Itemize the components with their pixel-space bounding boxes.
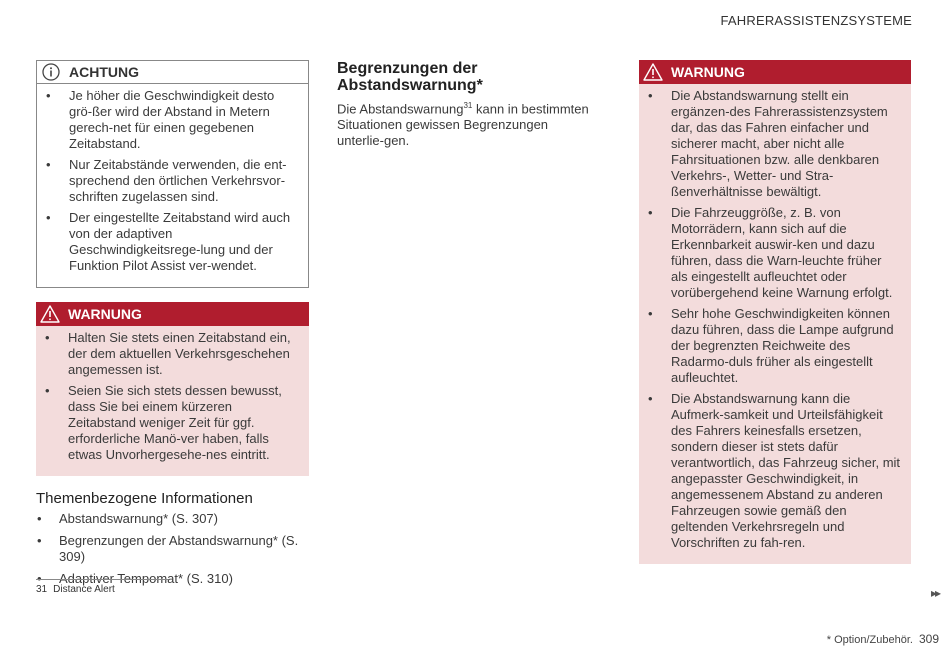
list-item: • Nur Zeitabstände verwenden, die ent-sprechend den örtlichen Verkehrsvor-schriften zugelassen sind. — [37, 157, 298, 205]
warning-heading: WARNUNG — [671, 64, 745, 80]
section-header: FAHRERASSISTENZSYSTEME — [720, 13, 912, 28]
column-middle — [337, 60, 595, 149]
page-number: 309 — [918, 632, 939, 646]
warning-box-1-header — [36, 302, 309, 326]
list-item: • Je höher die Geschwindigkeit desto grö-ßer wird der Abstand in Metern gerech-net für einen gegebenen Zeitabstand. — [37, 88, 298, 152]
warning-triangle-icon — [40, 304, 60, 324]
list-item: • Die Abstandswarnung kann die Aufmerk-samkeit und Urteilsfähigkeit des Fahrers keinesfalls ersetzen, sondern dieser ist stets dafür verantwortlich, das Fahrzeug sicher, mit angepasster Geschwindigkeit, in angemessenem Abstand zu anderen Fahrzeugen sowie gemäß den geltenden Verkehrsregeln und Vorschriften zu fah-ren. — [639, 391, 901, 551]
section-title — [337, 60, 595, 94]
warning-box-1 — [36, 302, 309, 476]
related-info-title: Themenbezogene Informationen — [36, 490, 253, 507]
list-item: • Seien Sie sich stets dessen bewusst, dass Sie bei einem kürzeren Zeitabstand weniger Zeit für ggf. erforderliche Manö-ver haben, falls etwas Unvorhergesehe-nes eintritt. — [36, 383, 299, 463]
caution-box — [36, 60, 309, 288]
warning-box-2-header — [639, 60, 911, 84]
section-body — [337, 98, 595, 149]
double-arrow-right-icon[interactable]: ▸▸ — [930, 586, 939, 600]
related-link[interactable]: • Begrenzungen der Abstandswarnung* (S. 309) — [36, 533, 309, 565]
footnote-text: Distance Alert — [53, 584, 115, 595]
list-item: • Die Fahrzeuggröße, z. B. von Motorrädern, kann sich auf die Erkennbarkeit auswir-ken und dazu führen, dass die Warn-leuchte früher als eingestellt aufleuchtet oder vorübergehend keine Warnung erfolgt. — [639, 205, 901, 301]
footnote-divider — [36, 579, 168, 580]
column-left — [36, 60, 309, 593]
related-link[interactable]: • Adaptiver Tempomat* (S. 310) — [36, 571, 309, 587]
page-footer — [827, 632, 939, 646]
section-title-line1: Begrenzungen der — [337, 60, 478, 77]
caution-box-header — [37, 61, 308, 84]
related-link[interactable]: • Abstandswarnung* (S. 307) — [36, 511, 309, 527]
section-title-line2: Abstandswarnung* — [337, 77, 483, 94]
column-right — [639, 60, 911, 564]
footnote — [36, 584, 115, 595]
caution-list — [37, 84, 308, 287]
warning-heading: WARNUNG — [68, 306, 142, 322]
warning-triangle-icon — [643, 62, 663, 82]
section-body-end: kann in bestimmten Situationen gewissen Begrenzungen unterlie-gen. — [337, 101, 589, 149]
info-circle-icon — [41, 62, 61, 82]
section-body-start: Die Abstandswarnung — [337, 101, 464, 117]
list-item: • Sehr hohe Geschwindigkeiten können dazu führen, dass die Lampe aufgrund der begrenzten Reichweite des Radarmo-duls früher als eingestellt aufleuchtet. — [639, 306, 901, 386]
list-item: • Der eingestellte Zeitabstand wird auch von der adaptiven Geschwindigkeitsrege-lung und der Funktion Pilot Assist ver-wendet. — [37, 210, 298, 274]
related-info-list — [36, 511, 309, 587]
warning-list-1 — [36, 326, 309, 476]
caution-heading: ACHTUNG — [69, 64, 139, 80]
footnote-number: 31 — [36, 584, 48, 595]
list-item: • Die Abstandswarnung stellt ein ergänzen-des Fahrerassistenzsystem dar, das das Fahren einfacher und sicherer macht, aber nicht alle Fahrsituationen bzw. alle denkbaren Verkehrs-, Wetter- und Stra-ßenverhältnisse bewältigt. — [639, 88, 901, 200]
warning-list-2 — [639, 84, 911, 564]
warning-box-2 — [639, 60, 911, 564]
footnote-ref[interactable]: 31 — [463, 101, 473, 110]
option-note: * Option/Zubehör. — [826, 634, 913, 646]
list-item: • Halten Sie stets einen Zeitabstand ein, der dem aktuellen Verkehrsgeschehen angemessen ist. — [36, 330, 299, 378]
